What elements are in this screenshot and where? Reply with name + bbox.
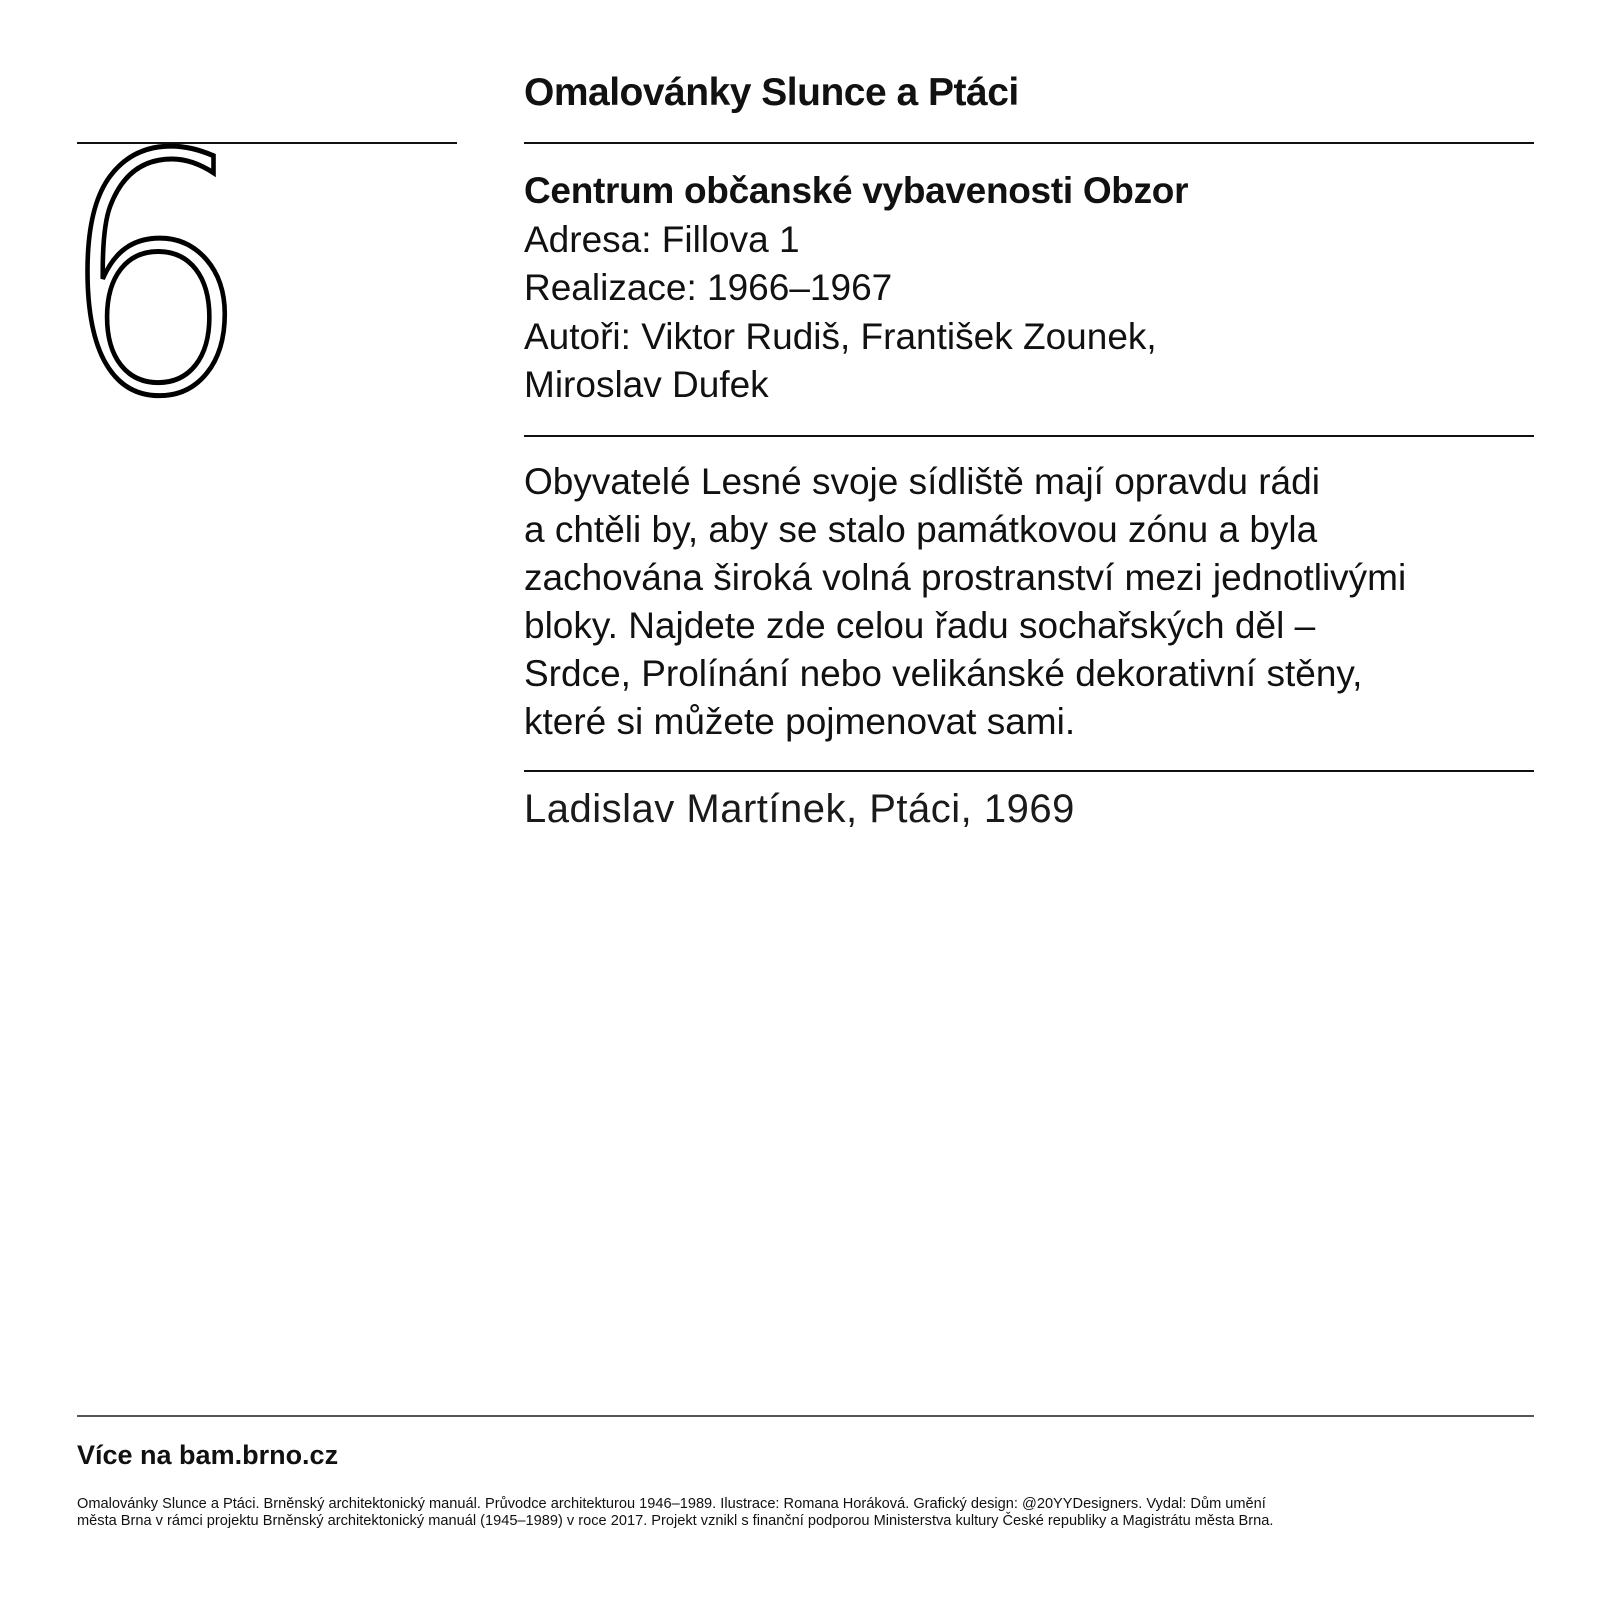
divider-description — [524, 770, 1534, 772]
page-title: Omalovánky Slunce a Ptáci — [524, 71, 1019, 114]
page-number — [58, 85, 244, 469]
divider-top — [524, 142, 1534, 144]
page-number-text: 6 — [58, 85, 244, 469]
building-authors-line1: Autoři: Viktor Rudiš, František Zounek, — [524, 315, 1157, 357]
building-authors-line2: Miroslav Dufek — [524, 364, 769, 405]
description-line: a chtěli by, aby se stalo památkovou zónu a byla — [524, 509, 1318, 550]
description — [524, 458, 1534, 746]
divider-footer — [77, 1415, 1534, 1417]
building-address: Adresa: Fillova 1 — [524, 218, 800, 260]
description-line: Obyvatelé Lesné svoje sídliště mají opravdu rádi — [524, 461, 1320, 502]
credits — [77, 1496, 1537, 1530]
description-line: bloky. Najdete zde celou řadu sochařských děl – — [524, 605, 1316, 646]
artwork-caption: Ladislav Martínek, Ptáci, 1969 — [524, 787, 1075, 831]
description-line: které si můžete pojmenovat sami. — [524, 701, 1076, 742]
building-info — [524, 167, 1534, 410]
divider-info — [524, 435, 1534, 437]
credits-line2: města Brna v rámci projektu Brněnský architektonický manuál (1945–1989) v roce 2017. Projekt vznikl s finanční podporou Ministerstva kultury České republiky a Magistrátu města Brna. — [77, 1513, 1274, 1529]
more-info-link[interactable]: Více na bam.brno.cz — [77, 1440, 339, 1470]
description-line: zachována široká volná prostranství mezi jednotlivými — [524, 557, 1407, 598]
building-name: Centrum občanské vybavenosti Obzor — [524, 170, 1189, 211]
credits-line1: Omalovánky Slunce a Ptáci. Brněnský architektonický manuál. Průvodce architekturou 1946–1989. Ilustrace: Romana Horáková. Grafický design: @20YYDesigners. Vydal: Dům umění — [77, 1496, 1266, 1512]
description-line: Srdce, Prolínání nebo velikánské dekorativní stěny, — [524, 653, 1363, 694]
building-realization: Realizace: 1966–1967 — [524, 267, 893, 308]
